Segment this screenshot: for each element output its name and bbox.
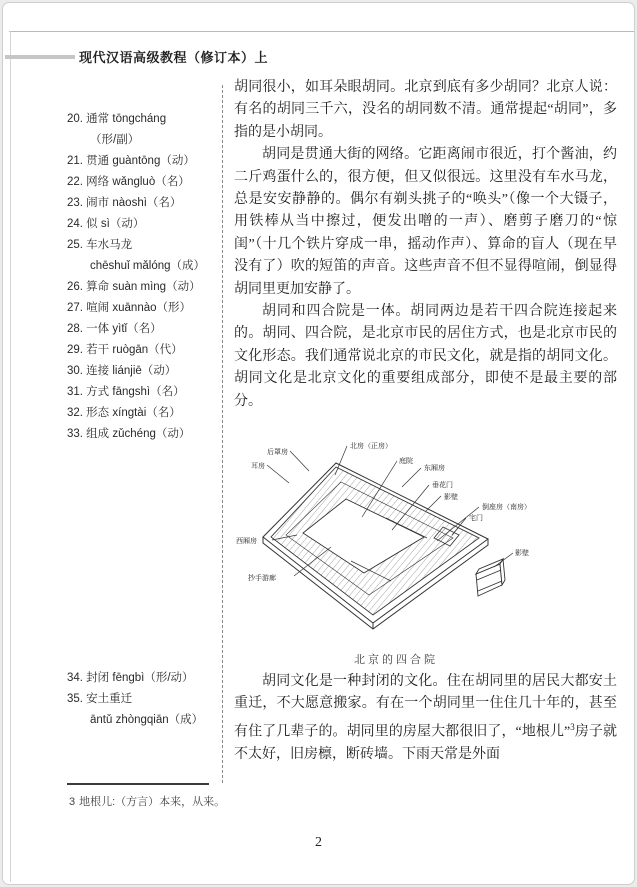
main-text-lower [234, 671, 617, 785]
vocab-item [67, 668, 223, 689]
diagram-label: 抄手游廊 [248, 575, 276, 582]
vocab-entry-text: 33. 组成 zǔchéng（动） [67, 428, 191, 440]
vocab-item [67, 193, 223, 214]
siheyuan-diagram [231, 433, 613, 648]
vocab-item [67, 382, 223, 403]
diagram-label: 垂花门 [432, 482, 453, 489]
vocab-item [67, 109, 223, 151]
page-number: 2 [315, 835, 322, 850]
vocab-item [67, 424, 223, 445]
vocab-entry-continuation: chēshuǐ mǎlóng（成） [90, 260, 206, 272]
vocab-item [67, 403, 223, 424]
page-left-rule [10, 31, 11, 882]
vocab-entry-text: 26. 算命 suàn mìng（动） [67, 281, 201, 293]
diagram-caption: 北京的四合院 [354, 654, 438, 666]
vocab-item [67, 361, 223, 382]
paragraph: 胡同和四合院是一体。胡同两边是若干四合院连接起来的。胡同、四合院，是北京市民的居住方式，也是北京市民的文化形态。我们通常说北京的市民文化，就是指的胡同文化。胡同文化是北京文化的重要组成部分，即使不是最主要的部分。 [234, 304, 617, 409]
paragraph: 胡同是贯通大街的网络。它距离闹市很近，打个酱油，约二斤鸡蛋什么的，很方便，但又似很远。这里没有车水马龙，总是安安静静的。偶尔有剃头挑子的“唤头”（像一个大镊子，用铁棒从当中擦过，便发出噌的一声）、磨剪子磨刀的“惊闺”（十几个铁片穿成一串，摇动作声）、算命的盲人（现在早没有了）吹的短笛的声音。这些声音不但不显得喧闹，倒显得胡同里更加安静了。 [234, 147, 617, 297]
vocab-entry-continuation: （形/副） [90, 134, 140, 146]
paragraph [234, 671, 617, 766]
vocab-entry-text: 35. 安土重迁 [67, 693, 133, 705]
paragraph-text: 房子就不太好，旧房檩，断砖墙。下雨天常是外面 [234, 724, 617, 762]
vocabulary-list-upper [67, 109, 223, 445]
vocab-entry-text: 28. 一体 yìtǐ（名） [67, 323, 162, 335]
diagram-label: 影壁 [444, 494, 458, 501]
main-text-upper [234, 77, 617, 435]
vocab-item [67, 151, 223, 172]
vocab-item [67, 689, 223, 731]
vocab-item [67, 340, 223, 361]
vocab-item [67, 172, 223, 193]
diagram-label: 东厢房 [424, 465, 445, 472]
footnote-text: 地根儿:（方言）本来，从来。 [79, 796, 226, 808]
footnote-marker: 3 [69, 796, 76, 808]
footnote-rule [67, 783, 209, 785]
vocab-entry-text: 34. 封闭 fēngbì（形/动） [67, 672, 194, 684]
vocab-entry-text: 29. 若干 ruògān（代） [67, 344, 183, 356]
diagram-label: 倒座房（南房） [482, 504, 531, 511]
vocabulary-list-lower [67, 668, 223, 731]
vocab-item [67, 298, 223, 319]
header-decoration-bar [5, 55, 75, 59]
vocab-entry-text: 25. 车水马龙 [67, 239, 133, 251]
vocab-entry-text: 27. 喧闹 xuānnào（形） [67, 302, 192, 314]
diagram-label: 西厢房 [236, 538, 257, 545]
vocab-entry-text: 32. 形态 xíngtài（名） [67, 407, 181, 419]
book-title: 现代汉语高级教程（修订本）上 [79, 50, 269, 65]
vocab-entry-text: 30. 连接 liánjiē（动） [67, 365, 177, 377]
vocab-entry-text: 20. 通常 tōngcháng [67, 113, 167, 125]
diagram-label: 影壁 [515, 550, 529, 557]
vocab-item [67, 319, 223, 340]
vocab-entry-text: 24. 似 sì（动） [67, 218, 145, 230]
vocab-entry-text: 21. 贯通 guàntōng（动） [67, 155, 195, 167]
diagram-label: 北房（正房） [350, 443, 392, 450]
vocab-entry-continuation: āntǔ zhòngqiān（成） [90, 714, 204, 726]
vocab-entry-text: 22. 网络 wǎngluò（名） [67, 176, 190, 188]
book-page [2, 2, 635, 885]
screen-wall [476, 559, 505, 596]
vocab-item [67, 235, 223, 277]
vocab-item [67, 214, 223, 235]
column-divider [222, 85, 223, 783]
paragraph-text: 胡同文化是一种封闭的文化。住在胡同里的居民大都安土重迁，不大愿意搬家。有在一个胡同里一住住几十年的，甚至有住了几辈子的。胡同里的房屋大都很旧了，“地根儿” [234, 674, 617, 740]
vocab-entry-text: 31. 方式 fāngshì（名） [67, 386, 185, 398]
diagram-label: 耳房 [251, 463, 265, 470]
diagram-label: 后罩房 [267, 449, 288, 456]
vocab-item [67, 277, 223, 298]
footnote [69, 793, 225, 809]
diagram-label: 宅门 [469, 515, 483, 522]
vocab-entry-text: 23. 闹市 nàoshì（名） [67, 197, 182, 209]
diagram-label: 庭院 [399, 458, 413, 465]
page-top-rule [9, 31, 634, 32]
paragraph: 胡同很小，如耳朵眼胡同。北京到底有多少胡同？北京人说：有名的胡同三千六，没名的胡同数不清。通常提起“胡同”，多指的是小胡同。 [234, 80, 617, 140]
footnote-reference: 3 [570, 721, 575, 732]
